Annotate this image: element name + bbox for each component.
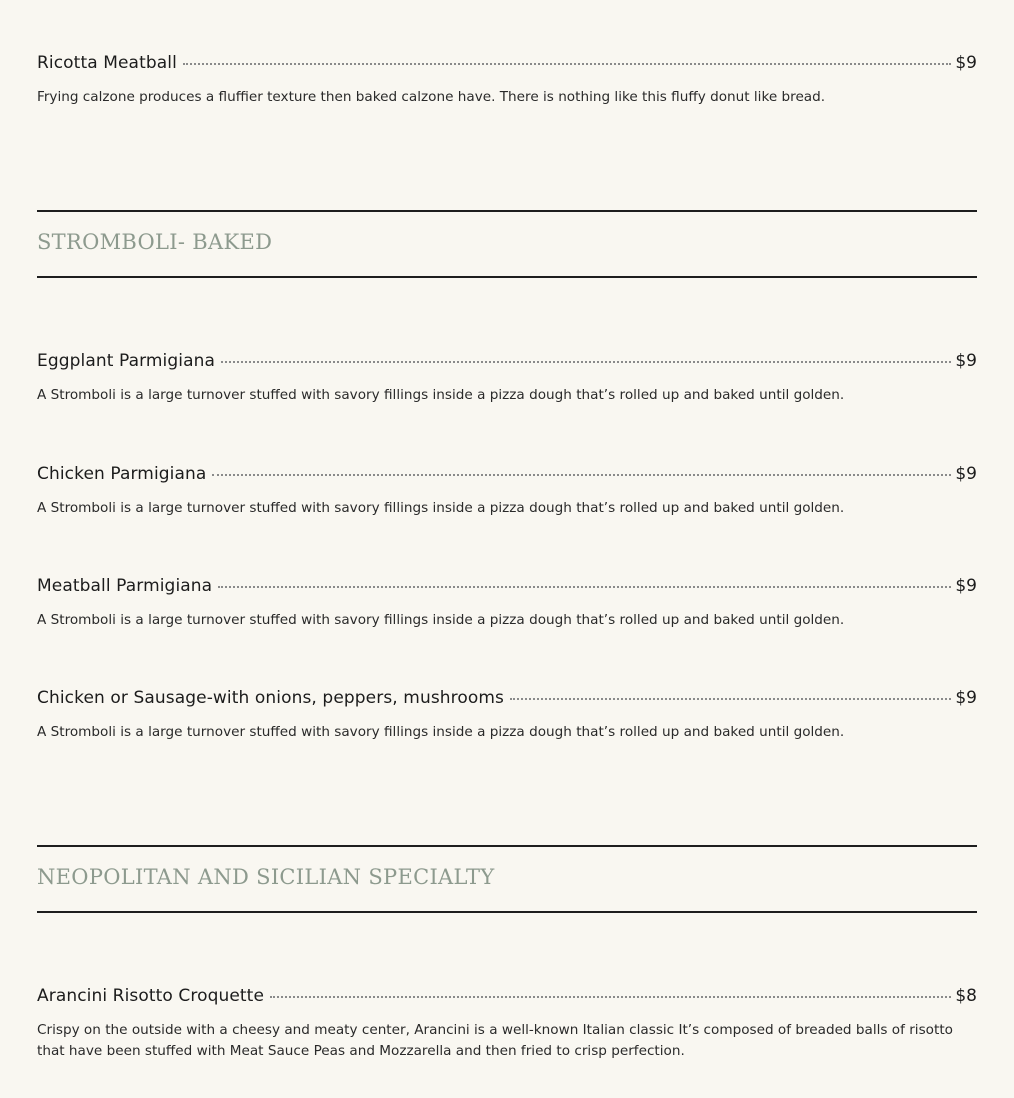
dotted-leader	[183, 63, 951, 65]
menu-item-header	[37, 53, 977, 77]
dotted-leader	[270, 996, 951, 998]
menu-item-price: $9	[955, 688, 977, 708]
menu-item-name: Chicken Parmigiana	[37, 464, 207, 484]
dotted-leader	[510, 698, 951, 700]
menu-item-description: A Stromboli is a large turnover stuffed with savory fillings inside a pizza dough that’s rolled up and baked until golden.	[37, 724, 845, 740]
menu-item-description: Crispy on the outside with a cheesy and meaty center, Arancini is a well-known Italian classic It’s composed of breaded balls of risotto that have been stuffed with Meat Sauce Peas and Mozzarella and then fried to crisp perfection.	[37, 1022, 953, 1059]
menu-item-price: $8	[955, 986, 977, 1006]
menu-item-header	[37, 986, 977, 1010]
menu-item-description: A Stromboli is a large turnover stuffed with savory fillings inside a pizza dough that’s rolled up and baked until golden.	[37, 500, 845, 516]
dotted-leader	[218, 586, 951, 588]
menu-item-name: Chicken or Sausage-with onions, peppers, mushrooms	[37, 688, 504, 708]
menu-item-price: $9	[955, 53, 977, 73]
menu-item-header	[37, 464, 977, 488]
section-header-stromboli	[37, 210, 977, 278]
section-header-neopolitan-sicilian	[37, 845, 977, 913]
menu-item-description: A Stromboli is a large turnover stuffed with savory fillings inside a pizza dough that’s rolled up and baked until golden.	[37, 612, 845, 628]
menu-item-name: Ricotta Meatball	[37, 53, 177, 73]
menu-item-arancini-risotto-croquette	[37, 986, 977, 1062]
menu-item-description: A Stromboli is a large turnover stuffed with savory fillings inside a pizza dough that’s rolled up and baked until golden.	[37, 387, 845, 403]
menu-item-ricotta-meatball	[37, 53, 977, 108]
dotted-leader	[212, 474, 951, 476]
menu-item-name: Arancini Risotto Croquette	[37, 986, 265, 1006]
menu-item-header	[37, 351, 977, 375]
menu-item-meatball-parmigiana	[37, 576, 977, 631]
menu-item-name: Meatball Parmigiana	[37, 576, 213, 596]
section-title: NEOPOLITAN AND SICILIAN SPECIALTY	[37, 865, 495, 889]
menu-item-chicken-parmigiana	[37, 464, 977, 519]
menu-item-name: Eggplant Parmigiana	[37, 351, 216, 371]
menu-item-description: Frying calzone produces a fluffier texture then baked calzone have. There is nothing like this fluffy donut like bread.	[37, 89, 826, 105]
menu-item-eggplant-parmigiana	[37, 351, 977, 406]
menu-item-price: $9	[955, 351, 977, 371]
dotted-leader	[221, 361, 951, 363]
menu-item-price: $9	[955, 464, 977, 484]
menu-item-header	[37, 576, 977, 600]
menu-item-price: $9	[955, 576, 977, 596]
section-title: STROMBOLI- BAKED	[37, 230, 273, 254]
menu-item-chicken-or-sausage	[37, 688, 977, 743]
menu-item-header	[37, 688, 977, 712]
